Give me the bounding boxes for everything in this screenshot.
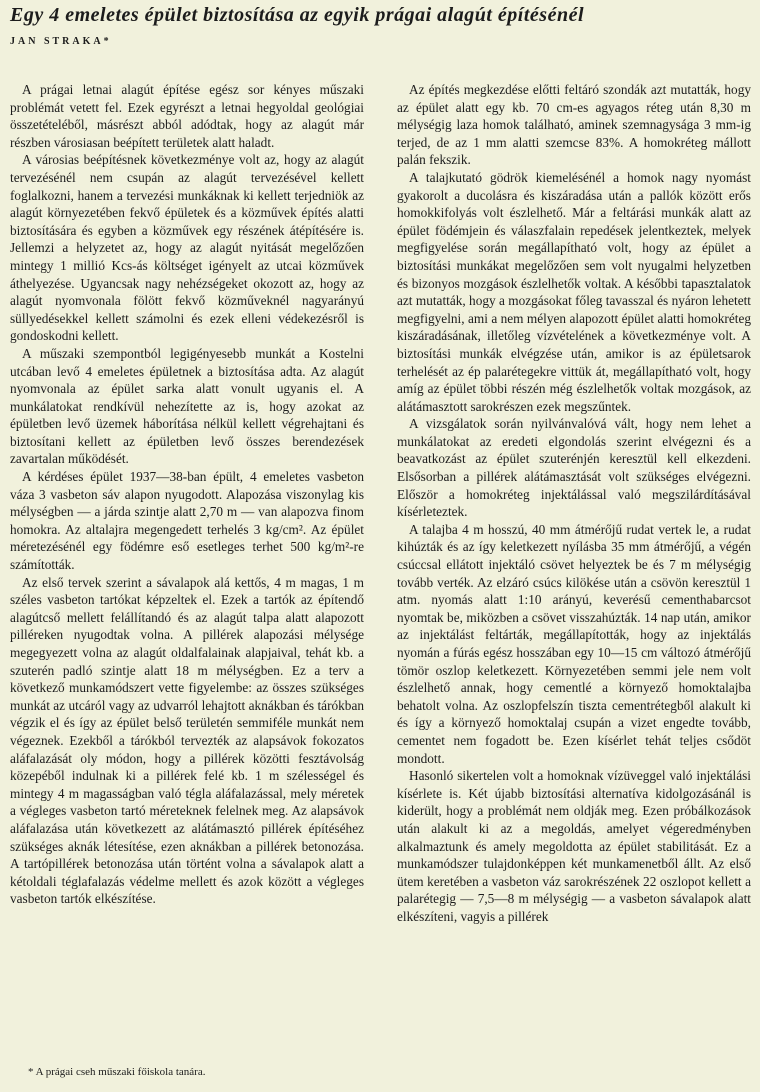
right-column (397, 81, 751, 926)
paragraph: Hasonló sikertelen volt a homoknak vízüveggel való injektálási kísérlete is. Két újabb biztosítási alternatíva kidolgozásánál is kiderült, hogy a problémát nem oldják meg. Ezen próbálkozások után alakult ki az a megoldás, amelyet végeredményben alkalmaztunk és amely megoldotta az épület stabilitását. Ez a munkamódszer tulajdonképpen két munkamenetből állt. Az első ütem keretében a vasbeton váz sarokrészének 22 oszlopot kellett a palarétegig — 7,5—8 m mélységig — a vasbeton sávalapok alatt elkészíteni, vagyis a pillérek (397, 768, 751, 924)
paragraph: A talajkutató gödrök kiemelésénél a homok nagy nyomást gyakorolt a ducolásra és kiszáradása után a pallók között erős homokkifolyás volt észlelhető. Már a feltárási munkák alatt az épület födémjein és válaszfalain repedések jelentkeztek, melyek megfigyelése során megállapítható volt, hogy az épület a biztosítási munkákat megelőzően sem volt nyugalmi helyzetben és bizonyos mozgások észlelhetők voltak. A későbbi tapasztalatok azt mutatták, hogy a mozgásokat főleg tavasszal és nyáron lehetett megfigyelni, ami a nem mélyen alapozott épület alatti homokréteg kiszáradásának, illetőleg vízvételének a következménye volt. A biztosítási munkák elvégzése után, amikor is az épületsarok terhelését az ép palarétegekre vittük át, megállapítható volt, hogy amíg az épület többi részén még észlelhetők voltak mozgások, az alátámasztott sarokrészen ezek megszűntek. (397, 169, 751, 414)
article-author: JAN STRAKA* (10, 36, 112, 47)
paragraph: A műszaki szempontból legigényesebb munkát a Kostelni utcában levő 4 emeletes épületnek a biztosítása adta. Az alagút nyomvonala az épület sarka alatt vonult ugyanis el. A munkálatokat rendkívül nehezítette az is, hogy azokat az épületben levő üzemek háborítása nélkül kellett végrehajtani és biztosítani kellett az épületben levő összes berendezések zavartalan működését. (10, 345, 364, 467)
paragraph: A városias beépítésnek következménye volt az, hogy az alagút tervezésénél nem csupán az alagút tervezésével kellett foglalkozni, hanem a tervezési munkáknak ki kellett terjedniök az alagút környezetében fekvő épületek és a közművek építés alatti biztosítására és egyben a közművek egy részének átépítésére is. Jellemzi a helyzetet az, hogy az alagút nyitását megelőzően mintegy 1 millió Kcs-ás költséget igényelt az utcai közművek áthelyezése. Ugyancsak nagy nehézségeket okozott az, hogy az alagút nyomvonala fölött fekvő közműveknél nagyarányú süllyedésekkel kellett számolni és ezek elleni védekezésről is gondoskodni kellett. (10, 152, 364, 344)
paragraph: Az építés megkezdése előtti feltáró szondák azt mutatták, hogy az épület alatt egy kb. 70 cm-es agyagos réteg után 8,30 m mélységig laza homok található, aminek szemnagysága 3 mm-ig terjed, de az 1 mm alatti szemcse 83%. A homokréteg mállott palán fekszik. (397, 82, 751, 168)
paragraph: A talajba 4 m hosszú, 40 mm átmérőjű rudat vertek le, a rudat kihúzták és az így keletkezett nyílásba 35 mm átmérőjű, a végén csúccsal ellátott injektáló csövet helyeztek be és 7 m mélységig tovább verték. Az elzáró csúcs kilökése után a csövön keresztül 1 atm. nyomás alatt 1:10 arányú, keverésű cementhabarcsot nyomtak be, miközben a csövet visszahúzták. 14 nap után, amikor az injektálást feltárták, megállapították, hogy az injektálás nyomán a fúrás egész hosszában egy 10—15 cm változó átmérőjű tömör oszlop keletkezett. Környezetében semmi jele nem volt észlelhető annak, hogy cementlé a környező homoktalajba behatolt volna. Az oszlopfelszín tiszta cementrétegből alakult ki és így a környező homoktalaj csupán a vizet engedte tovább, cementet nem fogadott be. Ezen kísérlet tehát teljes csődöt mondott. (397, 521, 751, 766)
paragraph: A kérdéses épület 1937—38-ban épült, 4 emeletes vasbeton váza 3 vasbeton sáv alapon nyugodott. Alapozása viszonylag kis mélységben — a járda szintje alatt 2,70 m — van alapozva finom homokra. Az altalajra megengedett terhelés 3 kg/cm². Az épület méretezésénél egy födémre eső esetleges terhet 500 kg/m²-re számították. (10, 469, 364, 573)
author-footnote: * A prágai cseh műszaki főiskola tanára. (28, 1066, 206, 1078)
article-title: Egy 4 emeletes épület biztosítása az egyik prágai alagút építésénél (10, 4, 584, 26)
paragraph: A prágai letnai alagút építése egész sor kényes műszaki problémát vetett fel. Ezek egyrészt a letnai hegyoldal geológiai összetételéből, másrészt abból adódtak, hogy az alagút már részben városiasan beépített területek alatt haladt. (10, 82, 364, 150)
paragraph: Az első tervek szerint a sávalapok alá kettős, 4 m magas, 1 m széles vasbeton tartókat képzeltek el. Ezek a tartók az építendő alagútcső mellett felállítandó és az alagút talpa alatt alapozott pilléreken nyugodtak volna. A pillérek alapozási mélysége megegyezett volna az alagút oldalfalainak alapjaival, tehát kb. a szuterén padló szintje alatt 18 m mélységben. Ez a terv a következő munkamódszert vette figyelembe: az összes szükséges munkát az utcáról vagy az udvarról lehajtott aknákban és tárókban végzik el és így az épület belső területén semmiféle munkát nem végeznek. Ezekből a tárókból tervezték az alapsávok fokozatos aláfalazását oly módon, hogy a pillérek közötti fesztávolság közepéből indulnak ki a pillérek felé kb. 1 m szélességel és mintegy 4 m magasságban való tégla aláfalazással, mely méretek a végleges vasbeton tartó méreteknek felelnek meg. Az alapsávok aláfalazása után következett az alátámasztó pillérek építéséhez szükséges aknák létesítése, ezen aknákban a pillérek betonozása. A tartópillérek betonozása után történt volna a sávalapok alatt a kétoldali téglafalazás védelme mellett és azok között a végleges vasbeton tartók elkészítése. (10, 574, 364, 907)
left-column (10, 81, 364, 908)
paragraph: A vizsgálatok során nyilvánvalóvá vált, hogy nem lehet a munkálatokat az eredeti elgondolás szerint elvégezni és a beavatkozást az épület szuterénjén keresztül kell elkezdeni. Elsősorban a pillérek alátámasztását volt szükséges elvégezni. Először a homokréteg injektálással való megszilárdításával kísérleteztek. (397, 416, 751, 520)
